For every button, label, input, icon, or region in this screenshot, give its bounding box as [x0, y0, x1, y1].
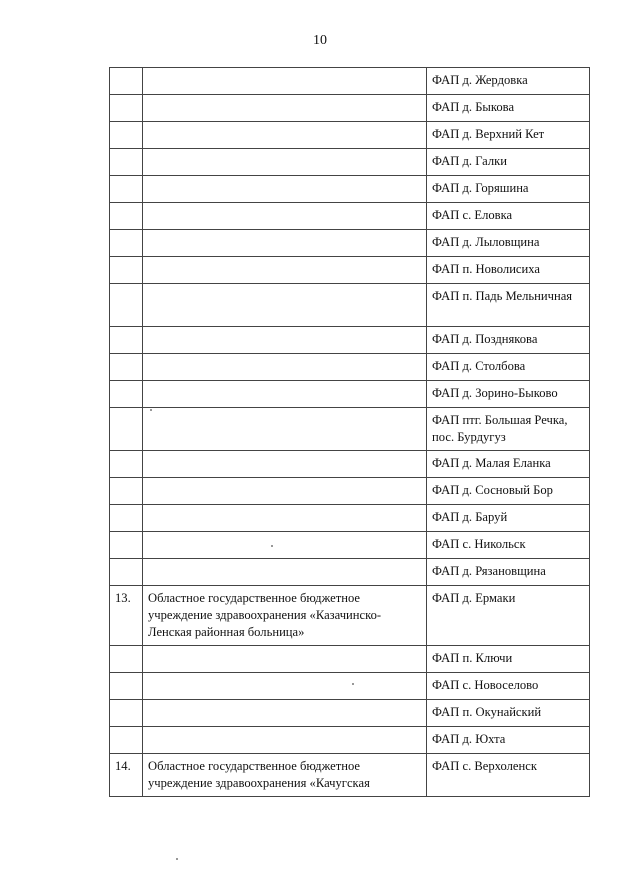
table-row — [110, 408, 590, 451]
row-number-cell — [110, 176, 143, 203]
row-number-cell — [110, 354, 143, 381]
page-number: 10 — [313, 33, 327, 48]
fap-cell: ФАП д. Лыловщина — [427, 230, 590, 257]
row-number-cell — [110, 327, 143, 354]
row-number-cell — [110, 95, 143, 122]
organization-cell — [143, 727, 427, 754]
organization-cell — [143, 284, 427, 327]
row-number-cell — [110, 505, 143, 532]
fap-cell: ФАП п. Новолисиха — [427, 257, 590, 284]
fap-cell: ФАП с. Никольск — [427, 532, 590, 559]
fap-cell: ФАП д. Рязановщина — [427, 559, 590, 586]
fap-cell: ФАП с. Новоселово — [427, 673, 590, 700]
organization-cell — [143, 230, 427, 257]
table-row — [110, 122, 590, 149]
organization-cell — [143, 646, 427, 673]
fap-cell: ФАП д. Позднякова — [427, 327, 590, 354]
table-row — [110, 727, 590, 754]
table-row — [110, 700, 590, 727]
fap-cell: ФАП п. Окунайский — [427, 700, 590, 727]
organization-cell — [143, 478, 427, 505]
row-number-cell — [110, 646, 143, 673]
organization-cell — [143, 257, 427, 284]
fap-cell: ФАП д. Жердовка — [427, 68, 590, 95]
table-row — [110, 149, 590, 176]
organization-cell — [143, 327, 427, 354]
table-row — [110, 95, 590, 122]
table-row — [110, 478, 590, 505]
scan-speck — [176, 858, 178, 860]
table-body — [110, 68, 590, 797]
fap-cell: ФАП д. Ермаки — [427, 586, 590, 646]
table-row — [110, 176, 590, 203]
fap-cell: ФАП д. Быкова — [427, 95, 590, 122]
fap-cell: ФАП д. Горяшина — [427, 176, 590, 203]
fap-cell: ФАП д. Баруй — [427, 505, 590, 532]
organization-cell — [143, 176, 427, 203]
row-number-cell — [110, 673, 143, 700]
table-row — [110, 646, 590, 673]
organization-cell — [143, 381, 427, 408]
row-number-cell — [110, 700, 143, 727]
table-row — [110, 532, 590, 559]
organization-cell — [143, 354, 427, 381]
table-row — [110, 381, 590, 408]
row-number-cell — [110, 203, 143, 230]
fap-cell: ФАП п. Ключи — [427, 646, 590, 673]
scan-speck — [352, 683, 354, 685]
row-number-cell: 14. — [110, 754, 143, 797]
organization-cell — [143, 122, 427, 149]
row-number-cell — [110, 559, 143, 586]
row-number-cell — [110, 149, 143, 176]
organization-cell — [143, 451, 427, 478]
organization-cell — [143, 203, 427, 230]
table-row — [110, 354, 590, 381]
table-row — [110, 754, 590, 797]
row-number-cell: 13. — [110, 586, 143, 646]
organization-cell — [143, 673, 427, 700]
table-row — [110, 451, 590, 478]
table-row — [110, 257, 590, 284]
table-row — [110, 203, 590, 230]
fap-cell: ФАП д. Юхта — [427, 727, 590, 754]
row-number-cell — [110, 727, 143, 754]
table-row — [110, 673, 590, 700]
row-number-cell — [110, 284, 143, 327]
row-number-cell — [110, 532, 143, 559]
fap-cell: ФАП с. Еловка — [427, 203, 590, 230]
organization-cell — [143, 408, 427, 451]
fap-cell: ФАП д. Малая Еланка — [427, 451, 590, 478]
table-row — [110, 505, 590, 532]
table-row — [110, 586, 590, 646]
fap-cell: ФАП д. Верхний Кет — [427, 122, 590, 149]
organization-cell — [143, 95, 427, 122]
organization-cell — [143, 559, 427, 586]
row-number-cell — [110, 122, 143, 149]
organization-cell — [143, 532, 427, 559]
scan-speck — [271, 545, 273, 547]
organization-cell — [143, 505, 427, 532]
fap-cell: ФАП п. Падь Мельничная — [427, 284, 590, 327]
table-row — [110, 284, 590, 327]
fap-cell: ФАП с. Верхоленск — [427, 754, 590, 797]
row-number-cell — [110, 68, 143, 95]
row-number-cell — [110, 451, 143, 478]
organization-cell — [143, 149, 427, 176]
table-row — [110, 327, 590, 354]
organization-cell: Областное государственное бюджетное учреждение здравоохранения «Казачинско-Ленская районная больница» — [143, 586, 427, 646]
table-row — [110, 230, 590, 257]
fap-cell: ФАП д. Сосновый Бор — [427, 478, 590, 505]
fap-cell: ФАП д. Столбова — [427, 354, 590, 381]
row-number-cell — [110, 408, 143, 451]
fap-cell: ФАП д. Зорино-Быково — [427, 381, 590, 408]
organization-cell — [143, 700, 427, 727]
row-number-cell — [110, 381, 143, 408]
row-number-cell — [110, 257, 143, 284]
table-row — [110, 68, 590, 95]
organization-cell: Областное государственное бюджетное учреждение здравоохранения «Качугская — [143, 754, 427, 797]
fap-cell: ФАП птг. Большая Речка, пос. Бурдугуз — [427, 408, 590, 451]
organization-cell — [143, 68, 427, 95]
table-row — [110, 559, 590, 586]
fap-cell: ФАП д. Галки — [427, 149, 590, 176]
fap-table — [109, 67, 590, 797]
scan-speck — [150, 409, 152, 411]
row-number-cell — [110, 478, 143, 505]
row-number-cell — [110, 230, 143, 257]
